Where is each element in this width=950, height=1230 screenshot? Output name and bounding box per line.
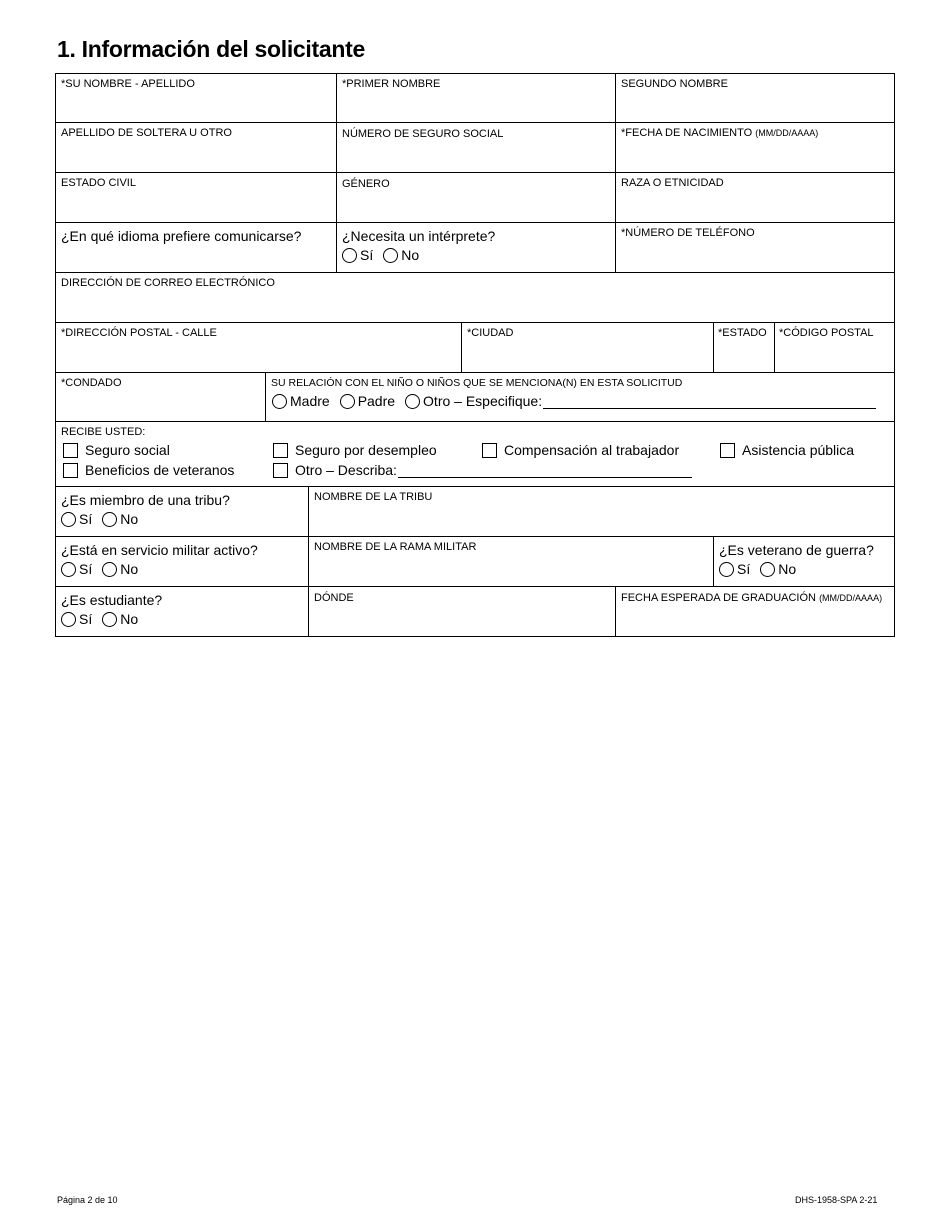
tribe-name-field[interactable]	[308, 487, 894, 536]
checkbox[interactable]	[482, 443, 497, 458]
state-label: *ESTADO	[718, 327, 767, 339]
checkbox[interactable]	[63, 463, 78, 478]
mother-option[interactable]	[272, 393, 330, 409]
county-field[interactable]	[56, 373, 265, 421]
radio-button[interactable]	[102, 512, 117, 527]
first-name-label: *PRIMER NOMBRE	[342, 78, 441, 90]
option-label: Sí	[360, 247, 374, 263]
veteran-yes-option[interactable]	[719, 561, 750, 577]
military-question-field	[56, 537, 308, 586]
maiden-name-label: APELLIDO DE SOLTERA U OTRO	[61, 127, 232, 139]
interpreter-no-option[interactable]	[383, 247, 419, 263]
zip-field[interactable]	[774, 323, 894, 372]
veteran-question-field	[713, 537, 894, 586]
applicant-info-form	[55, 73, 895, 637]
interpreter-options	[342, 247, 610, 263]
veteran-options	[719, 561, 889, 577]
checkbox[interactable]	[273, 463, 288, 478]
grad-date-format: (MM/DD/AAAA)	[819, 593, 883, 603]
tribe-name-label: NOMBRE DE LA TRIBU	[314, 491, 433, 503]
tribe-yes-option[interactable]	[61, 511, 92, 527]
public-assistance-option[interactable]	[720, 442, 854, 458]
social-security-option[interactable]	[63, 442, 170, 458]
veteran-no-option[interactable]	[760, 561, 796, 577]
last-name-field[interactable]	[56, 74, 336, 122]
form-row	[55, 123, 895, 173]
radio-button[interactable]	[760, 562, 775, 577]
option-label: Sí	[737, 561, 751, 577]
veteran-question: ¿Es veterano de guerra?	[719, 542, 874, 558]
student-no-option[interactable]	[102, 611, 138, 627]
workers-comp-option[interactable]	[482, 442, 679, 458]
option-label: Seguro por desempleo	[295, 442, 437, 458]
dob-label	[621, 125, 889, 140]
first-name-field[interactable]	[336, 74, 615, 122]
marital-status-field[interactable]	[56, 173, 336, 222]
radio-button[interactable]	[102, 612, 117, 627]
phone-label: *NÚMERO DE TELÉFONO	[621, 227, 755, 239]
county-label: *CONDADO	[61, 377, 122, 389]
relationship-options	[272, 393, 889, 409]
form-row	[55, 223, 895, 273]
language-field[interactable]	[56, 223, 336, 272]
street-field[interactable]	[56, 323, 461, 372]
option-label: No	[120, 561, 139, 577]
gender-field[interactable]	[336, 173, 615, 222]
city-label: *CIUDAD	[467, 327, 514, 339]
interpreter-field	[336, 223, 615, 272]
military-no-option[interactable]	[102, 561, 138, 577]
tribe-question-field	[56, 487, 308, 536]
form-row	[55, 487, 895, 537]
phone-field[interactable]	[615, 223, 894, 272]
gender-label: GÉNERO	[342, 178, 390, 190]
zip-label: *CÓDIGO POSTAL	[779, 327, 874, 339]
tribe-no-option[interactable]	[102, 511, 138, 527]
last-name-label: *SU NOMBRE - APELLIDO	[61, 78, 195, 90]
section-title: 1. Información del solicitante	[57, 36, 365, 62]
state-field[interactable]	[713, 323, 774, 372]
radio-button[interactable]	[383, 248, 398, 263]
military-branch-label: NOMBRE DE LA RAMA MILITAR	[314, 541, 477, 553]
radio-button[interactable]	[61, 612, 76, 627]
other-option[interactable]	[405, 393, 542, 409]
where-field[interactable]	[308, 587, 615, 636]
checkbox[interactable]	[720, 443, 735, 458]
benefits-checkboxes	[61, 439, 889, 483]
radio-button[interactable]	[340, 394, 355, 409]
marital-status-label: ESTADO CIVIL	[61, 177, 136, 189]
receive-label: RECIBE USTED:	[61, 426, 146, 438]
form-row	[55, 537, 895, 587]
benefits-field	[56, 422, 894, 486]
page-number: Página 2 de 10	[57, 1195, 118, 1205]
radio-button[interactable]	[719, 562, 734, 577]
student-options	[61, 611, 303, 627]
email-label: DIRECCIÓN DE CORREO ELECTRÓNICO	[61, 277, 275, 289]
option-label: Otro – Especifique:	[423, 393, 543, 409]
option-label: Madre	[290, 393, 330, 409]
language-question: ¿En qué idioma prefiere comunicarse?	[61, 228, 302, 244]
grad-date-field[interactable]	[615, 587, 894, 636]
veterans-benefits-option[interactable]	[63, 462, 234, 478]
ssn-field[interactable]	[336, 123, 615, 172]
military-options	[61, 561, 303, 577]
dob-format: (MM/DD/AAAA)	[755, 128, 819, 138]
radio-button[interactable]	[61, 512, 76, 527]
form-row	[55, 73, 895, 123]
option-label: Sí	[79, 611, 93, 627]
form-id: DHS-1958-SPA 2-21	[795, 1195, 878, 1205]
radio-button[interactable]	[342, 248, 357, 263]
relationship-field	[265, 373, 894, 421]
option-label: Sí	[79, 561, 93, 577]
option-label: No	[778, 561, 797, 577]
option-label: Asistencia pública	[742, 442, 855, 458]
maiden-name-field[interactable]	[56, 123, 336, 172]
option-label: Sí	[79, 511, 93, 527]
grad-date-label-text: FECHA ESPERADA DE GRADUACIÓN	[621, 592, 816, 604]
specify-input-line[interactable]	[543, 394, 876, 409]
city-field[interactable]	[461, 323, 713, 372]
interpreter-question: ¿Necesita un intérprete?	[342, 228, 496, 244]
radio-button[interactable]	[102, 562, 117, 577]
race-field[interactable]	[615, 173, 894, 222]
option-label: Otro – Describa:	[295, 462, 397, 478]
radio-button[interactable]	[61, 562, 76, 577]
checkbox[interactable]	[63, 443, 78, 458]
option-label: No	[120, 611, 139, 627]
interpreter-yes-option[interactable]	[342, 247, 373, 263]
checkbox[interactable]	[273, 443, 288, 458]
form-row	[55, 422, 895, 487]
street-label: *DIRECCIÓN POSTAL - CALLE	[61, 327, 217, 339]
form-row	[55, 373, 895, 422]
form-row	[55, 173, 895, 223]
student-question: ¿Es estudiante?	[61, 592, 163, 608]
option-label: Padre	[357, 393, 396, 409]
grad-date-label	[621, 589, 889, 605]
middle-name-label: SEGUNDO NOMBRE	[621, 78, 728, 90]
option-label: Compensación al trabajador	[504, 442, 680, 458]
race-label: RAZA O ETNICIDAD	[621, 177, 724, 189]
father-option[interactable]	[340, 393, 395, 409]
dob-label-text: *FECHA DE NACIMIENTO	[621, 127, 753, 139]
option-label: No	[401, 247, 420, 263]
tribe-options	[61, 511, 303, 527]
military-yes-option[interactable]	[61, 561, 92, 577]
student-question-field	[56, 587, 308, 636]
form-row	[55, 323, 895, 373]
option-label: Beneficios de veteranos	[85, 462, 235, 478]
relationship-label: SU RELACIÓN CON EL NIÑO O NIÑOS QUE SE MENCIONA(N) EN ESTA SOLICITUD	[271, 377, 683, 389]
where-label: DÓNDE	[314, 592, 354, 604]
tribe-question: ¿Es miembro de una tribu?	[61, 492, 230, 508]
middle-name-field[interactable]	[615, 74, 894, 122]
form-row	[55, 273, 895, 323]
dob-field[interactable]	[615, 123, 894, 172]
email-field[interactable]	[56, 273, 894, 322]
unemployment-option[interactable]	[273, 442, 437, 458]
military-branch-field[interactable]	[308, 537, 713, 586]
describe-input-line[interactable]	[398, 463, 692, 478]
option-label: No	[120, 511, 139, 527]
ssn-label: NÚMERO DE SEGURO SOCIAL	[342, 128, 504, 140]
radio-button[interactable]	[272, 394, 287, 409]
form-row	[55, 587, 895, 637]
radio-button[interactable]	[405, 394, 420, 409]
other-benefit-option[interactable]	[273, 462, 692, 478]
military-question: ¿Está en servicio militar activo?	[61, 542, 258, 558]
student-yes-option[interactable]	[61, 611, 92, 627]
option-label: Seguro social	[85, 442, 170, 458]
